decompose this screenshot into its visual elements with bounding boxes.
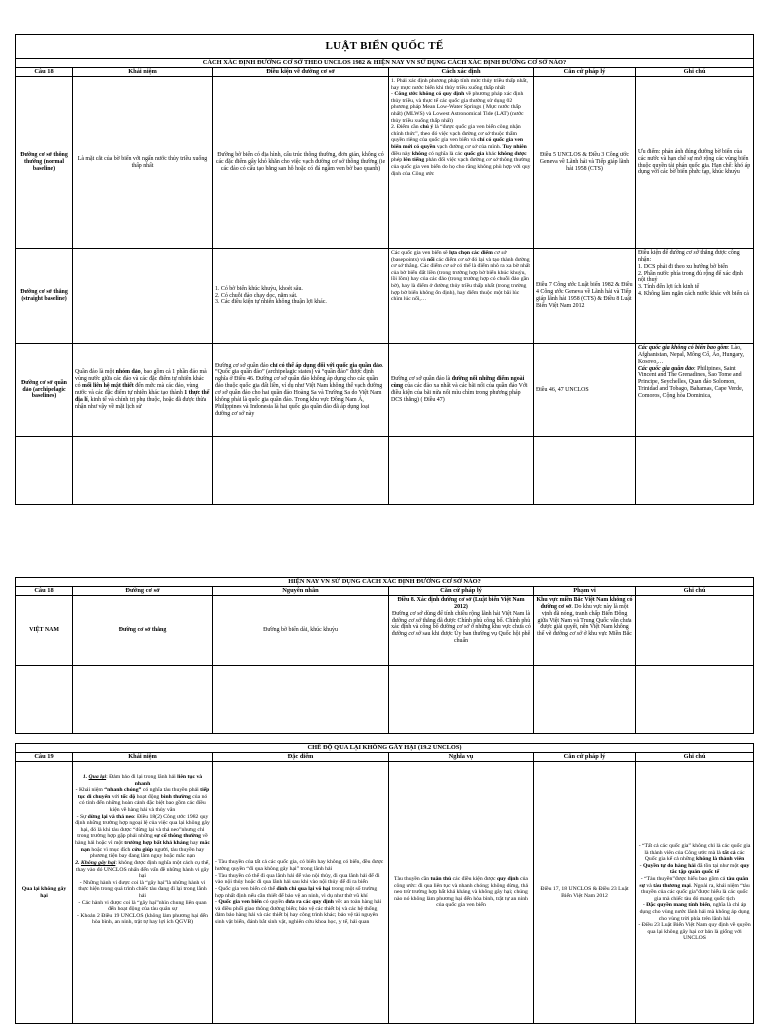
cell-paragraph <box>638 902 751 922</box>
text-run: quần đảo không áp dụng cho các quần đảo thuộc quốc gia đất liền, ví dụ như Việt Nam không thể vạch đường <box>215 376 383 390</box>
text-run: đó lại và tạo thành đường <box>470 256 530 263</box>
text-run: 1 thực thể địa lí <box>75 390 210 403</box>
text-run: VIỆT NAM <box>29 627 59 634</box>
section-title: CHẾ ĐỘ QUA LẠI KHÔNG GÂY HẠI (19.2 UNCLOS) <box>16 744 754 753</box>
text-run: Các quốc gia ven biển sẽ <box>391 250 450 256</box>
legal-basis-cell <box>534 762 636 1024</box>
cell-paragraph <box>536 152 633 173</box>
text-run: khác <box>484 150 498 157</box>
text-run: - Khái niệm <box>75 787 105 794</box>
text-run: 1. <box>82 774 89 780</box>
text-run: Không gây hại <box>80 859 116 866</box>
text-run: , bao gồm cả 1 phần đảo mà vùng nước giữa các đảo và các đặc điểm tự nhiên khác có <box>75 369 207 390</box>
text-run: vạch đường <box>435 144 466 151</box>
text-run: . Ngoài ra, khái niệm “tàu thuyền của các quốc gia”được hiểu là các quốc gia mà chiếc tàu đó mang quốc tịch <box>641 882 750 902</box>
cell-paragraph <box>536 597 633 638</box>
text-run: ở khu vực Miền Bắc <box>582 631 632 638</box>
text-run: . “Quốc gia quần đảo” (archipelagic states) và “quần đảo” được định nghĩa ở Điều 46. Đường <box>215 362 384 383</box>
text-run: chỉ có quốc gia ven biển mới có quyền <box>391 137 524 151</box>
text-run: Công ước không có quy định <box>394 91 465 98</box>
column-header: Ghi chú <box>636 587 754 596</box>
text-run: Quyền tự do hàng hải <box>642 862 696 869</box>
text-run: không được <box>497 150 527 157</box>
text-run: Tuy nhiên <box>502 144 527 151</box>
text-run: tàu quân sự <box>639 875 749 889</box>
concept-cell <box>73 344 213 437</box>
text-run: 3. Tính đến lợi ích kinh tế <box>638 284 700 291</box>
text-run: Qua lại không gây hại <box>21 885 67 899</box>
cell-paragraph <box>638 922 751 942</box>
cell-paragraph <box>536 282 633 309</box>
obligation-cell <box>389 762 534 1024</box>
text-run: cơ sở <box>465 144 478 151</box>
text-run: phản đối việc vạch đường <box>424 157 486 164</box>
cell-paragraph <box>638 863 751 876</box>
column-header: Căn cứ pháp lý <box>534 753 636 762</box>
text-run: quần đảo cho hai quần đảo Hoàng Sa và Trường Sa do Việt Nam không phải là quốc gia quần đảo. Trong khu vực Đông Nam Á, Philippines và Indonesia là hai quốc gia quần đảo đã áp dụng loại đường <box>215 390 382 417</box>
legal-basis-cell <box>389 596 534 666</box>
text-run: tiếp tục di chuyển <box>77 787 210 800</box>
cell-paragraph <box>638 149 751 176</box>
table-row <box>16 344 754 437</box>
text-run: cơ sở <box>443 263 456 270</box>
row-label-cell <box>16 77 73 249</box>
text-run: : Lào, Afghanistan, Nepal, Mông Cổ, Áo, Hungary, Kosovo,… <box>638 345 744 365</box>
text-run: của mình. <box>477 144 503 151</box>
text-run: Đường cơ sở thẳng (straight baseline) <box>20 289 68 302</box>
column-header: Câu 18 <box>16 587 73 596</box>
text-run: Khu vực miền Bắc Việt Nam không có đường cơ sở <box>536 597 633 610</box>
column-header: Câu 19 <box>16 753 73 762</box>
text-run: Đường bờ biển dài, khúc khuỷu <box>263 627 338 634</box>
cell-paragraph <box>75 627 210 634</box>
text-run: tàu thương mại <box>653 882 691 889</box>
cell-paragraph <box>638 250 751 264</box>
cell-paragraph <box>75 814 210 860</box>
text-run: Ưu điểm: phản ánh đúng đường bờ biển của các nước và hạn chế sự mở rộng các vùng biển thuộc quyền tài phán quốc gia. Hạn chế: khó áp dụng với các bờ biển phức tạp, khúc khuỷu <box>638 148 751 176</box>
cell-paragraph <box>215 859 386 872</box>
text-run: 1. Có bờ biển khúc khuỷu, khoét sâu. <box>215 285 303 292</box>
cell-paragraph <box>18 152 70 173</box>
table-header-row <box>16 587 754 596</box>
text-run: Đường <box>215 362 233 369</box>
cell-paragraph <box>536 387 633 394</box>
text-run: quần đảo là <box>421 376 452 383</box>
text-run: các điểm <box>434 256 458 263</box>
cell-paragraph <box>75 860 210 880</box>
text-run: cơ sở <box>408 376 422 383</box>
text-run: “nhanh chóng” <box>104 787 142 794</box>
text-run: về hàng hải hoặc vì một <box>75 833 208 847</box>
text-run: của các đảo xa nhất và các bãi nổi của quần đảo Với điều kiện của bãi nửa nổi mìu chìm trong phương pháp DCS thẳng) ( Điều 47) <box>391 383 528 403</box>
text-run: quy định <box>496 875 519 882</box>
column-header: Phạm vi <box>534 587 636 596</box>
condition-cell <box>213 344 389 437</box>
text-run: quần đảo <box>245 362 270 369</box>
text-run: ở những khu vực chưa có đường <box>391 624 531 638</box>
text-run: Đường cơ sở thẳng <box>118 627 167 634</box>
cell-paragraph <box>391 597 531 611</box>
text-run: Đường cơ sở quần đảo (archipelagic baselines) <box>21 379 67 400</box>
text-run: người, tàu thuyền hay phương tiện bay đang lâm nguy hoặc mắc nạn <box>90 846 205 860</box>
text-run: Các quốc gia quần đảo <box>638 365 694 372</box>
cell-paragraph <box>215 363 386 418</box>
table-row <box>16 77 754 249</box>
row-label-cell <box>16 344 73 437</box>
table-row <box>16 249 754 344</box>
cell-paragraph <box>638 291 751 298</box>
column-header: Ghi chú <box>636 68 754 77</box>
text-run: Điều 46, 47 UNCLOS <box>536 386 589 393</box>
text-run: cơ sở <box>409 610 423 617</box>
text-run: cơ sở <box>408 631 422 638</box>
reason-cell <box>213 596 389 666</box>
text-run: tốc độ <box>120 793 136 800</box>
text-run: Quốc gia ven biển <box>218 899 262 906</box>
text-run: : Đảm bảo đi lại trong lãnh hải <box>106 774 178 780</box>
text-run: dùng để tính chiều rộng lãnh hải Việt Nam là đường <box>391 610 531 624</box>
cell-paragraph <box>391 78 531 91</box>
cell-paragraph <box>75 880 210 900</box>
cell-paragraph <box>391 376 531 403</box>
text-run: Điều kiện để đường <box>638 250 687 256</box>
text-run: cứu giúp <box>131 846 154 853</box>
innocent-passage-table <box>15 743 754 1024</box>
cell-paragraph <box>391 876 531 909</box>
text-run: điều này <box>391 150 412 157</box>
text-run: Đường <box>391 376 409 383</box>
concept-cell <box>73 77 213 249</box>
text-run: mối liên hệ mật thiết <box>82 383 134 390</box>
cell-paragraph <box>215 152 386 173</box>
cell-paragraph <box>391 250 531 303</box>
text-run: Là mặt cắt của bờ biển với ngấn nước thủy triều xuống thấp nhất <box>77 155 208 169</box>
text-run: nhóm đảo <box>115 369 141 376</box>
text-run: không là thành viên <box>696 856 745 863</box>
text-run: về phương pháp xác định thủy triều, và thực tế các quốc gia thường sử dụng 02 phương pháp Mean Low-Water Springs ( Mực nước thấp nhất) (MLWS) và Lowest Astronomical Tide (LAT) (nước thủy triều xuống thấp nhất) <box>391 91 524 124</box>
text-run: có nghĩa tàu thuyền phải <box>141 787 201 794</box>
text-run: 2. Có chuỗi đảo chạy dọc, nằm sát. <box>215 292 298 299</box>
cell-paragraph <box>75 774 210 787</box>
column-header: Điều kiện vẽ đường cơ sở <box>213 68 389 77</box>
text-run: cơ sở <box>391 263 404 270</box>
text-run: Qua lại <box>88 774 107 780</box>
text-run: không <box>411 150 428 157</box>
text-run: cơ sở <box>477 130 491 137</box>
text-run: dừng lại và thả neo <box>87 813 135 820</box>
text-run: chỉ có thể áp dụng đối với quốc gia quần đảo <box>269 362 382 369</box>
text-run: đã tồn tại như một <box>695 862 741 869</box>
text-run: nối <box>427 256 435 263</box>
text-run: - Tàu thuyền có thể đi qua lãnh hải để vào nội thủy, đi qua lãnh hải để đi vào nội thủy hoặc đi qua lãnh hải sau khi vào nội thủy để đi ra biển <box>215 872 380 886</box>
concept-cell <box>73 249 213 344</box>
text-run: 1. Phải xác định phương pháp tính mức thủy triều thấp nhất, hay mực nước biển khi thủy triều xuống thấp nhất <box>391 78 528 91</box>
cell-paragraph <box>638 264 751 271</box>
text-run: đưa ra các quy định <box>285 899 334 906</box>
cell-paragraph <box>75 369 210 410</box>
column-header: Nghĩa vụ <box>389 753 534 762</box>
baseline-cell <box>73 596 213 666</box>
text-run: quốc gia <box>463 150 485 157</box>
cell-paragraph <box>215 886 386 899</box>
text-run: là “được quốc gia ven biển công nhận chính thức”, theo đó việc vạch đường <box>391 124 521 137</box>
cell-paragraph <box>215 899 386 925</box>
text-run: lựa chọn các điểm <box>449 250 493 256</box>
cell-paragraph <box>215 286 386 293</box>
text-run: mắc nạn <box>80 840 210 853</box>
table-header-row <box>16 753 754 762</box>
column-header: Căn cứ pháp lý <box>534 68 636 77</box>
cell-paragraph <box>75 787 210 813</box>
table-row <box>16 596 754 666</box>
text-run: - Khoản 2 Điều 19 UNCLOS (không làm phương hại đến hòa bình, an ninh, trật tự hay lợi ích QGVB) <box>77 912 208 926</box>
cell-paragraph <box>75 913 210 926</box>
text-run: thẳng được công nhận: <box>638 250 740 263</box>
cell-paragraph <box>638 366 751 400</box>
cell-paragraph <box>536 886 633 899</box>
cell-paragraph <box>18 627 70 634</box>
empty-row <box>16 666 754 734</box>
text-run: Các quốc gia không có biển bao gồm <box>638 345 728 351</box>
text-run: sau khi được Ủy ban thường vụ Quốc hội phê chuẩn <box>421 631 531 645</box>
text-run: này <box>244 410 255 417</box>
text-run: có nghĩa là các <box>427 150 464 157</box>
row-label-cell <box>16 249 73 344</box>
vietnam-baseline-table <box>15 577 754 734</box>
text-run: (basepoints) và <box>391 256 428 263</box>
text-run: của công ước: đi qua liên tục và nhanh chóng; không dừng, thả neo trừ trường hợp bất khả kháng và không gây hại; chúng nào nó không làm phương hại đến hòa bình, trật tự an ninh của quốc gia ven biển <box>394 875 528 909</box>
column-header: Cách xác định <box>389 68 534 77</box>
text-run: , kinh tế và chính trị phụ thuộc, hoặc đã được thừa nhận như vậy về mặt lịch sử <box>75 396 207 410</box>
text-run: Tàu thuyền cần <box>394 875 431 882</box>
method-cell <box>389 249 534 344</box>
text-run: cơ sở <box>408 617 422 624</box>
column-header: Căn cứ pháp lý <box>389 587 534 596</box>
section-title: HIỆN NAY VN SỬ DỤNG CÁCH XÁC ĐỊNH ĐƯỜNG CƠ SỞ NÀO? <box>16 578 754 587</box>
row-label-cell <box>16 762 73 1024</box>
table-row <box>16 762 754 1024</box>
column-header: Ghi chú <box>636 753 754 762</box>
text-run: đình chỉ qua lại vô hại <box>276 885 331 892</box>
text-run: Đường cơ sở thông thường (normal baseline) <box>20 152 68 172</box>
cell-paragraph <box>638 876 751 902</box>
cell-paragraph <box>638 271 751 285</box>
text-run: cơ sở <box>273 376 287 383</box>
note-cell <box>636 596 754 666</box>
text-run: Điều 8. Xác định đường cơ sở (Luật biển Việt Nam 2012) <box>397 597 525 610</box>
note-cell <box>636 344 754 437</box>
condition-cell <box>213 77 389 249</box>
legal-basis-cell <box>534 249 636 344</box>
method-cell <box>389 344 534 437</box>
text-run: thẳng. Các điểm <box>403 263 444 270</box>
feature-cell <box>213 762 389 1024</box>
text-run: có quyền <box>261 899 286 906</box>
text-run: Điều 5 UNCLOS & Điều 3 Công ước Geneva về Lãnh hải và Tiếp giáp lãnh hải 1958 (CTS) <box>539 152 630 172</box>
text-run: - <box>642 902 647 909</box>
text-run: . Do khu vực này là một vịnh đã nóng, tranh chấp Biển Đông giữa Việt Nam và Trung Quốc vẫn chưa được giải quyết, nên Việt Nam không thể vẽ đường <box>537 603 632 638</box>
column-header: Đặc điểm <box>213 753 389 762</box>
text-run: hay <box>188 840 200 847</box>
column-header: Khái niệm <box>73 753 213 762</box>
column-header: Đường cơ sở <box>73 587 213 596</box>
text-run: cơ sở <box>457 256 471 263</box>
table-header-row <box>16 68 754 77</box>
column-header: Nguyên nhân <box>213 587 389 596</box>
text-run: 2. Điểm cần <box>391 124 421 131</box>
condition-cell <box>213 249 389 344</box>
text-run: liên tục và nhanh <box>134 774 203 787</box>
text-run: Đường bờ biển có địa hình, cấu trúc thông thường, đơn giản, không có các đặc điểm gây khó khăn cho việc vạch đường cơ sở thông thường (ie các đảo có cấu tạo bằng san hô hoặc có đá ngầm ven bờ bao quanh) <box>215 152 386 172</box>
text-run: - Quốc gia ven biển có thể <box>215 885 277 892</box>
cell-paragraph <box>638 843 751 863</box>
text-run: cơ sở <box>569 631 583 638</box>
text-run: - Các hành vi được coi là “gây hại”nhìn chung liên quan đến hoạt động của tàu quân sự <box>78 899 207 913</box>
text-run: : không được định nghĩa một cách cụ thể, thay vào đó UNCLOS nhấn đến vấn đề những hành vi gây hại <box>75 859 210 880</box>
text-run: phép <box>391 157 404 164</box>
cell-paragraph <box>215 627 386 634</box>
text-run: cơ sở <box>231 410 245 417</box>
cell-paragraph <box>215 873 386 886</box>
text-run: - “Tàu thuyền”được hiểu bao gồm cả <box>640 875 727 882</box>
text-run: - Sự <box>76 813 88 820</box>
text-run: hoặc vì mục đích <box>89 846 132 853</box>
text-run: 2. <box>75 859 81 866</box>
text-run: - <box>639 862 643 869</box>
row-label-cell <box>16 596 73 666</box>
note-cell <box>636 762 754 1024</box>
text-run: : Điều 18(2) Công ước 1982 quy định những trường hợp ngoại lệ của việc qua lại không gây hại, đó là khi tàu được “dừng lại và thả neo”nhưng chỉ trong trường hợp gặp phải những <box>75 813 210 840</box>
text-run: , nghĩa là chỉ áp dụng cho vùng nước lãnh hải mà không áp dụng cho vùng trời phía trên lãnh hải <box>639 902 750 922</box>
text-run: lên tiếng <box>403 157 425 164</box>
text-run: 3. Các điều kiện tự nhiên không thuận lợi khác. <box>215 299 327 306</box>
cell-paragraph <box>18 289 70 303</box>
text-run: Điều 7 Công ước Luật biển 1982 & Điều 4 Công ước Geneva về Lãnh hải và Tiếp giáp lãnh hải 1958 (CTS) & Điều 8 Luật Biển Việt Nam 2012 <box>536 282 633 309</box>
cell-paragraph <box>18 886 70 899</box>
text-run: Điều 17, 18 UNCLOS & Điều 23 Luật Biển Việt Nam 2012 <box>540 885 629 899</box>
text-run: thông thường của quốc gia ven biển do họ cho rằng không phù hợp với quy định của Công ước <box>391 157 531 177</box>
text-run: trong một số trường hợp nhất định nếu cần thiết để bảo vệ an ninh, vì dụ như thử vũ khí <box>215 885 378 899</box>
text-run: - <box>215 899 219 906</box>
text-run: - Tàu thuyền của tất cả các quốc gia, có biển hay không có biển, đều được hưởng quyền “đi qua không gây hại” trong lãnh hải <box>215 859 384 873</box>
cell-paragraph <box>391 124 531 177</box>
text-run: của nó có tính đến những hoàn cảnh đặc biệt bao gồm các điều kiện về hàng hải và thủy văn <box>79 793 208 814</box>
text-run: các điều kiện được <box>451 875 497 882</box>
text-run: - “Tất cả các quốc gia” không chỉ là các quốc gia là thành viên của Công ước mà là <box>638 842 751 856</box>
cell-paragraph <box>215 299 386 306</box>
text-run: cơ sở <box>456 624 470 631</box>
text-run: Quần đảo là một <box>75 369 116 376</box>
cell-paragraph <box>391 91 531 124</box>
baseline-methods-table <box>15 34 754 505</box>
text-run: quy tắc tập quán quốc tế <box>669 862 750 876</box>
text-run: với <box>110 793 121 800</box>
text-run: hoạt động <box>135 793 161 800</box>
text-run: và <box>645 882 654 889</box>
note-cell <box>636 77 754 249</box>
text-run: tuân thủ <box>430 875 452 882</box>
section-title: CÁCH XÁC ĐỊNH ĐƯỜNG CƠ SỞ THEO UNCLOS 1982 & HIỆN NAY VN SỬ DỤNG CÁCH XÁC ĐỊNH ĐƯỜNG CƠ SỞ NÀO? <box>16 59 754 68</box>
scope-cell <box>534 596 636 666</box>
legal-basis-cell <box>534 344 636 437</box>
text-run: thẳng đã được Chính phủ công bố. Chính phủ xác định và công bố đường <box>391 617 531 631</box>
text-run: có thể là điểm nhô ra xa bờ nhất của bờ biển đất liền (trong trường hợp bờ biển khúc khuỷu, lồi lõm) hay của các đảo (trong trường hợp có chuỗi đảo gần bờ), hay là điểm ở đường thủy triều thấp nhất (trong trường hợp bờ biển không ổn định), hay điểm thuộc một bãi lúc chìm lúc nổi,… <box>391 263 530 303</box>
text-run: - Những hành vi được coi là “gây hại”là những hành vi thực hiện trong quá trình chiếc tàu đang đi lại trong lãnh hải <box>78 879 207 899</box>
text-run: cơ sở <box>494 250 507 256</box>
note-cell <box>636 249 754 344</box>
cell-paragraph <box>391 611 531 645</box>
text-run: cơ sở <box>232 362 246 369</box>
text-run: đến mức mà các đảo, vùng nước và các đặc điểm tự nhiên khác tạo thành <box>75 383 199 396</box>
text-run: Đường <box>391 610 410 617</box>
text-run: trường hợp bất khả kháng <box>124 840 189 847</box>
column-header: Câu 18 <box>16 68 73 77</box>
cell-paragraph <box>75 156 210 170</box>
text-run: sự cố thông thường <box>154 833 201 840</box>
empty-row <box>16 437 754 505</box>
text-run: 4. Không làm ngăn cách nước khác với biển cả <box>638 291 749 298</box>
text-run: thuộc thẩm quyền riêng của quốc gia ven biển và <box>391 130 517 144</box>
text-run: cơ sở <box>485 157 499 164</box>
text-run: cơ sở <box>215 390 228 396</box>
document-title: LUẬT BIỂN QUỐC TẾ <box>16 35 754 59</box>
text-run: Đặc quyền mang tính biển <box>646 902 711 909</box>
column-header: Khái niệm <box>73 68 213 77</box>
cell-paragraph <box>18 380 70 401</box>
text-run: - Điều 23 Luật Biển Việt Nam quy định về quyền qua lại không gây hại cơ bản là giống với UNCLOS <box>638 922 751 942</box>
text-run: bình thường <box>160 793 191 800</box>
text-run: các Quốc gia kể cả những <box>644 849 745 863</box>
text-run: : Philipines, Saint Vincent and The Grenadines, Sao Tome and Principe, Seychelles, Quan đảo Solomon, Trinidad and Tobago, Bahamas, Cape Verde, Comoros, Cộng hòa Dominica, <box>638 365 744 399</box>
concept-cell <box>73 762 213 1024</box>
text-run: 1. DCS phải đi theo xu hướng bờ biển <box>638 263 728 270</box>
text-run: 2. Phần nước phía trong đủ rộng để xác định nội thuỷ <box>638 270 743 284</box>
method-cell <box>389 77 534 249</box>
cell-paragraph <box>638 345 751 366</box>
text-run: về: an toàn hàng hải và điều phối giao thông đường biển; bảo vệ các thiết bị và các hệ thống đảm bảo hàng hải và các thiết bị hay công trình khác; bảo vệ tài nguyên sinh vật biển, đánh bắt sinh vật, nghiên cứu khoa học, y tế, hải quan <box>215 899 382 925</box>
legal-basis-cell <box>534 77 636 249</box>
cell-paragraph <box>75 900 210 913</box>
text-run: đường nối những điểm ngoài cùng <box>391 376 525 390</box>
text-run: tất cả <box>722 849 736 856</box>
text-run: cơ sở <box>686 250 699 256</box>
text-run: chú ý <box>420 124 434 131</box>
text-run: - <box>391 91 395 98</box>
